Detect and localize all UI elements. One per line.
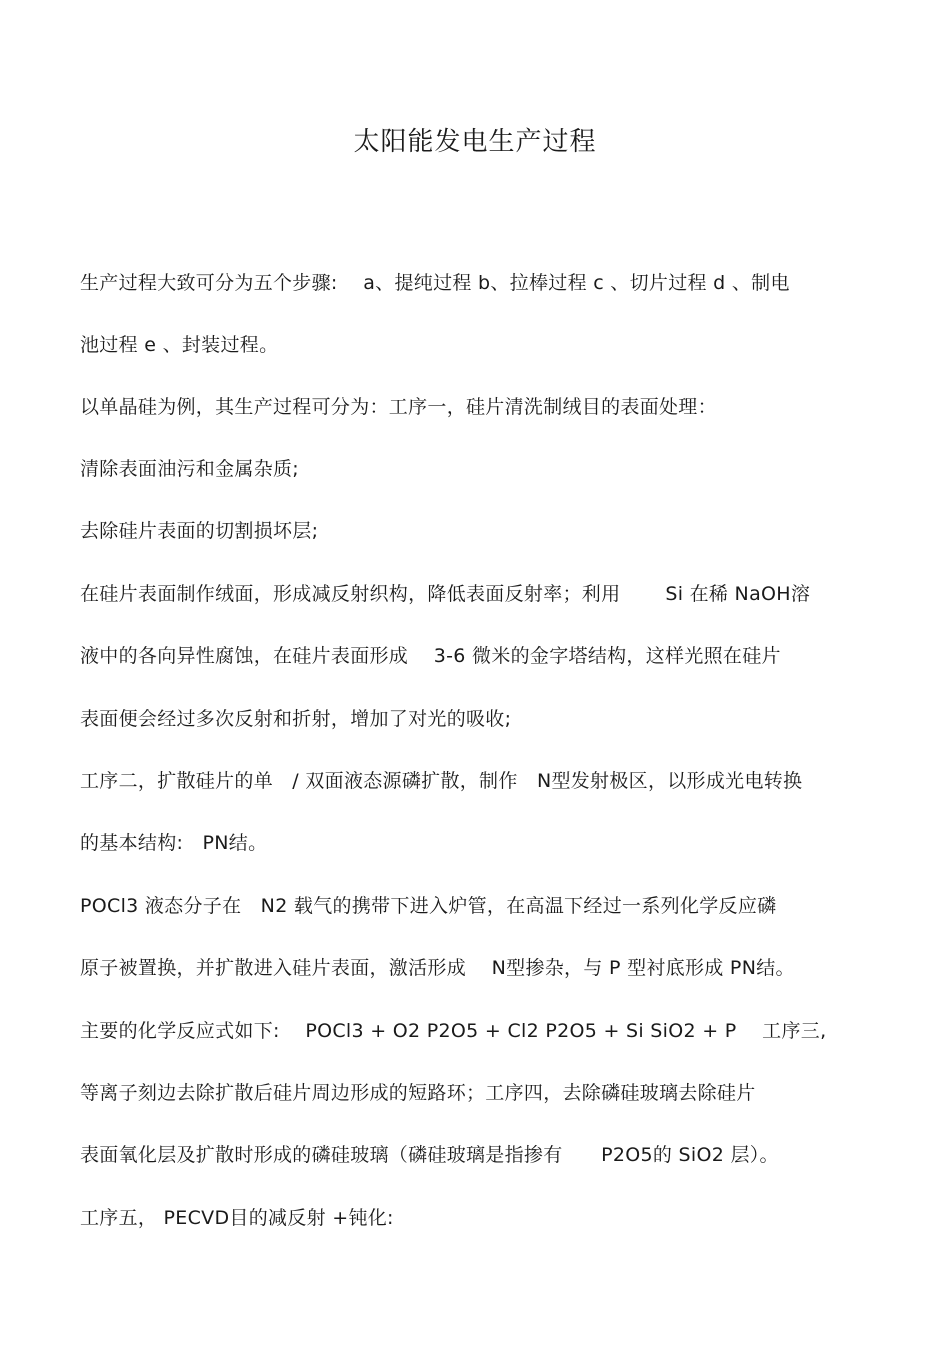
body-line: 清除表面油污和金属杂质; [80,458,300,480]
body-line: 表面便会经过多次反射和折射，增加了对光的吸收; [80,708,512,730]
body-line: 在硅片表面制作绒面，形成减反射织构，降低表面反射率；利用 Si 在稀 NaOH溶 [80,583,811,605]
body-line: 液中的各向异性腐蚀，在硅片表面形成 3-6 微米的金字塔结构，这样光照在硅片 [80,645,781,667]
body-line: 以单晶硅为例，其生产过程可分为：工序一，硅片清洗制绒目的表面处理： [80,396,717,418]
body-line: POCl3 液态分子在 N2 载气的携带下进入炉管，在高温下经过一系列化学反应磷 [80,895,777,917]
body-line: 的基本结构: PN结。 [80,832,268,854]
body-line: 池过程 e 、封装过程。 [80,334,279,356]
body-line: 原子被置换，并扩散进入硅片表面，激活形成 N型掺杂，与 P 型衬底形成 PN结。 [80,957,795,979]
body-line: 生产过程大致可分为五个步骤: a、提纯过程 b、拉棒过程 c 、切片过程 d 、制电 [80,272,790,294]
body-line: 主要的化学反应式如下: POCl3 + O2 P2O5 + Cl2 P2O5 + Si SiO2 + P 工序三, [80,1020,827,1042]
body-line: 工序五， PECVD目的减反射 +钝化: [80,1207,394,1229]
page-title: 太阳能发电生产过程 [353,127,597,157]
body-line: 等离子刻边去除扩散后硅片周边形成的短路环；工序四，去除磷硅玻璃去除硅片 [80,1082,756,1104]
body-line: 去除硅片表面的切割损坏层; [80,520,319,542]
body-line: 表面氧化层及扩散时形成的磷硅玻璃（磷硅玻璃是指掺有 P2O5的 SiO2 层）。 [80,1144,779,1166]
body-line: 工序二，扩散硅片的单 / 双面液态源磷扩散，制作 N型发射极区，以形成光电转换 [80,770,803,792]
